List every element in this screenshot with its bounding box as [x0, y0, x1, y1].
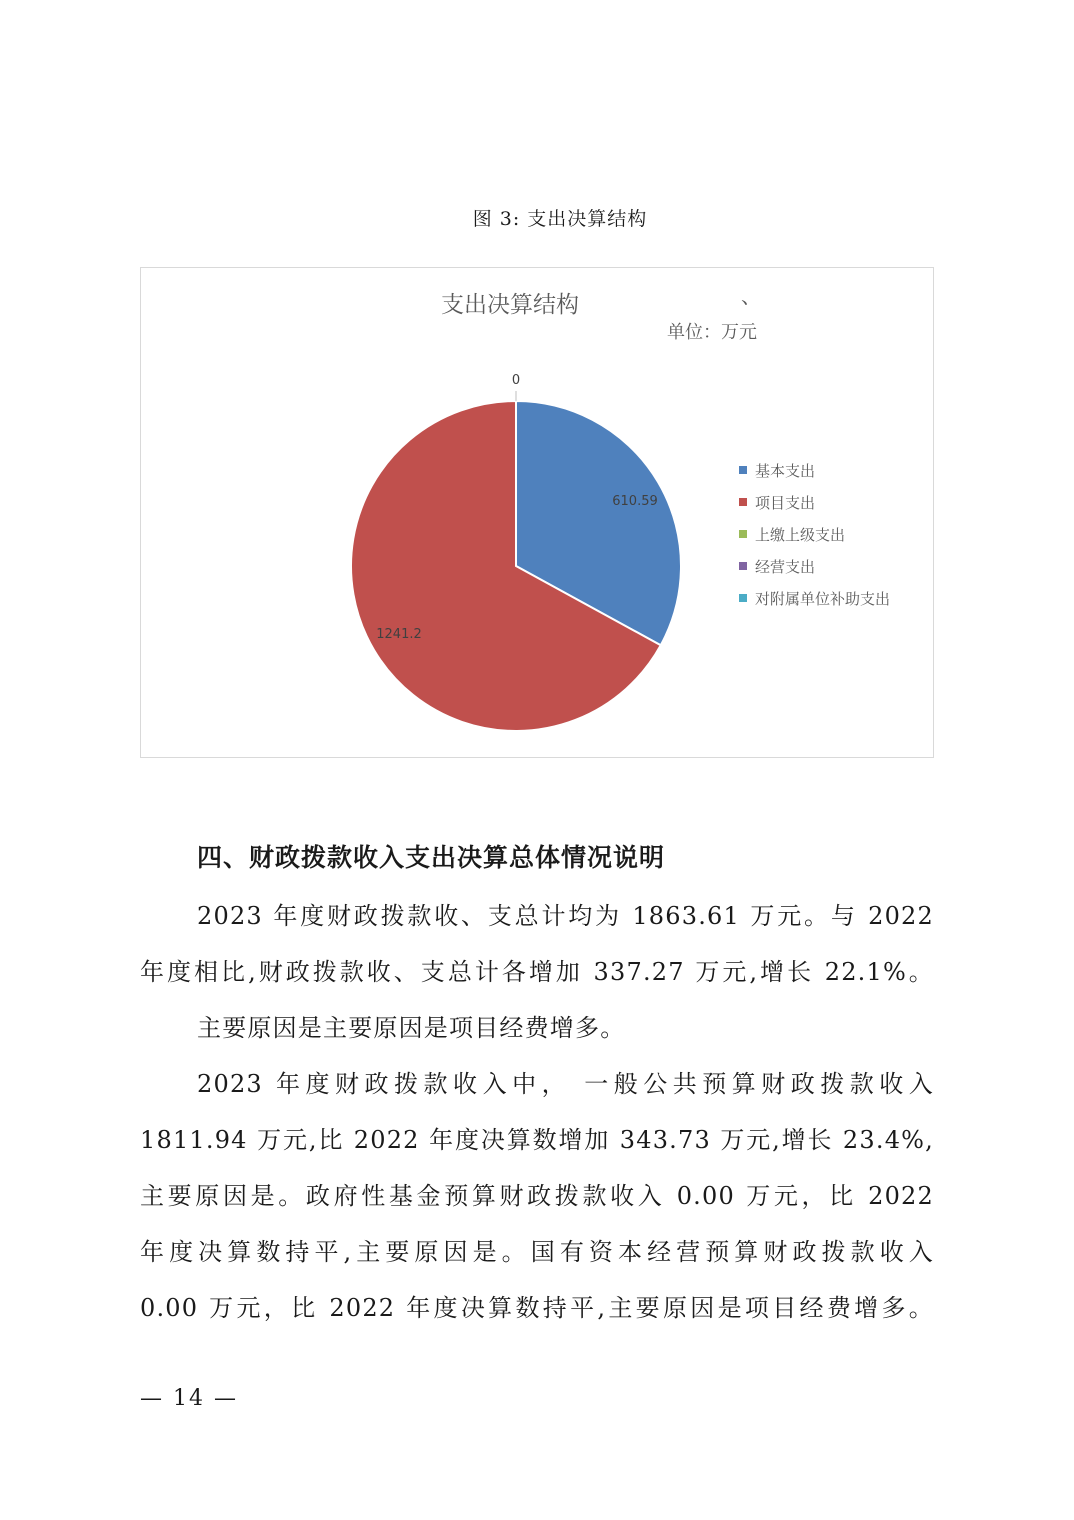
- chart-title-mark: 、: [741, 284, 761, 308]
- legend-item: [739, 550, 890, 582]
- legend-item: [739, 454, 890, 486]
- legend-label: 基本支出: [755, 461, 816, 480]
- chart-unit-label: 单位：万元: [667, 322, 757, 343]
- legend-item: [739, 582, 890, 614]
- legend-swatch: [739, 594, 747, 602]
- legend-item: [739, 518, 890, 550]
- legend-label: 项目支出: [755, 493, 816, 512]
- paragraph-line: 2023 年度财政拨款收入中， 一般公共预算财政拨款收入: [197, 1070, 934, 1098]
- pie-chart: [140, 267, 934, 758]
- paragraph-line: 2023 年度财政拨款收、支总计均为 1863.61 万元。与 2022: [197, 902, 934, 930]
- legend-swatch: [739, 562, 747, 570]
- data-label: 1241.2: [376, 627, 422, 642]
- chart-title: 支出决算结构: [441, 292, 579, 318]
- paragraph-line: 年度决算数持平,主要原因是。国有资本经营预算财政拨款收入: [140, 1238, 934, 1266]
- legend-swatch: [739, 498, 747, 506]
- figure-caption: 图 3: 支出决算结构: [472, 208, 648, 230]
- legend-label: 经营支出: [755, 557, 816, 576]
- data-label: 610.59: [612, 494, 658, 509]
- data-label: 0: [511, 373, 521, 388]
- paragraph-line: 主要原因是。政府性基金预算财政拨款收入 0.00 万元，比 2022: [140, 1182, 934, 1210]
- chart-legend: [739, 454, 890, 614]
- paragraph-line: 年度相比,财政拨款收、支总计各增加 337.27 万元,增长 22.1%。: [140, 958, 934, 986]
- paragraph-line: 主要原因是主要原因是项目经费增多。: [197, 1014, 626, 1042]
- page-number: — 14 —: [140, 1386, 238, 1411]
- section-heading: 四、财政拨款收入支出决算总体情况说明: [197, 843, 666, 872]
- legend-swatch: [739, 466, 747, 474]
- legend-label: 对附属单位补助支出: [755, 589, 891, 608]
- paragraph-line: 1811.94 万元,比 2022 年度决算数增加 343.73 万元,增长 23.4%,: [140, 1126, 934, 1154]
- legend-item: [739, 486, 890, 518]
- legend-swatch: [739, 530, 747, 538]
- legend-label: 上缴上级支出: [755, 525, 846, 544]
- paragraph-line: 0.00 万元，比 2022 年度决算数持平,主要原因是项目经费增多。: [140, 1294, 934, 1322]
